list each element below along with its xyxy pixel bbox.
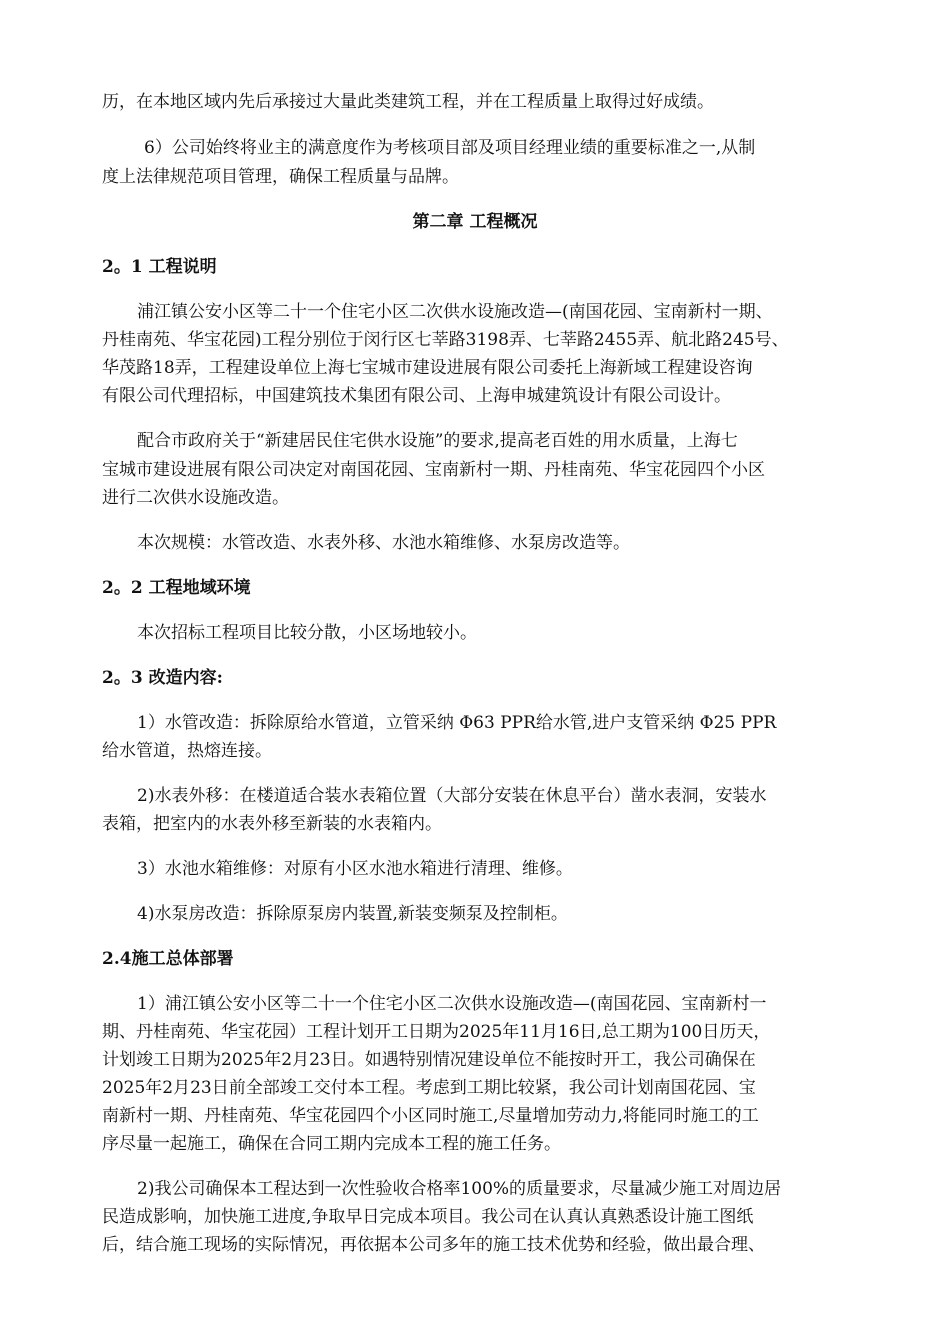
- document-page: 历，在本地区域内先后承接过大量此类建筑工程，并在工程质量上取得过好成绩。 6）公司始终将业主的满意度作为考核项目部及项目经理业绩的重要标准之一,从制 度上法律规范项目管理，确保工程质量与品牌。 第二章 工程概况 2。1 工程说明 浦江镇公安小区等二十一个住宅小区二次供水设施改造—(南国花园、宝南新村一期、 丹桂南苑、华宝花园)工程分别位于闵行区七莘路3198弄、七莘路2455弄、航北路245号、 华茂路18弄，工程建设单位上海七宝城市建设进展有限公司委托上海新域工程建设咨询 有限公司代理招标，中国建筑技术集团有限公司、上海申城建筑设计有限公司设计。 配合市政府关于“新建居民住宅供水设施”的要求,提高老百姓的用水质量，上海七 宝城市建设进展有限公司决定对南国花园、宝南新村一期、丹桂南苑、华宝花园四个小区 进行二次供水设施改造。 本次规模：水管改造、水表外移、水池水箱维修、水泵房改造等。 2。2 工程地域环境 本次招标工程项目比较分散，小区场地较小。 2。3 改造内容: 1）水管改造：拆除原给水管道，立管采纳 Φ63 PPR给水管,进户支管采纳 Φ25 PPR 给水管道，热熔连接。 2)水表外移：在楼道适合装水表箱位置（大部分安装在休息平台）凿水表洞，安装水 表箱，把室内的水表外移至新装的水表箱内。 3）水池水箱维修：对原有小区水池水箱进行清理、维修。 4)水泵房改造：拆除原泵房内装置,新装变频泵及控制柜。 2.4施工总体部署 1）浦江镇公安小区等二十一个住宅小区二次供水设施改造—(南国花园、宝南新村一 期、丹桂南苑、华宝花园）工程计划开工日期为2025年11月16日,总工期为100日历天， 计划竣工日期为2025年2月23日。如遇特别情况建设单位不能按时开工，我公司确保在 2025年2月23日前全部竣工交付本工程。考虑到工期比较紧，我公司计划南国花园、宝 南新村一期、丹桂南苑、华宝花园四个小区同时施工,尽量增加劳动力,将能同时施工的工 序尽量一起施工，确保在合同工期内完成本工程的施工任务。 2)我公司确保本工程达到一次性验收合格率100%的质量要求，尽量减少施工对周边居 民造成影响，加快施工进度,争取早日完成本项目。我公司在认真认真熟悉设计施工图纸 后，结合施工现场的实际情况，再依据本公司多年的施工技术优势和经验，做出最合理、: [0, 0, 950, 1344]
- chapter-title: 第二章 工程概况: [412, 212, 538, 232]
